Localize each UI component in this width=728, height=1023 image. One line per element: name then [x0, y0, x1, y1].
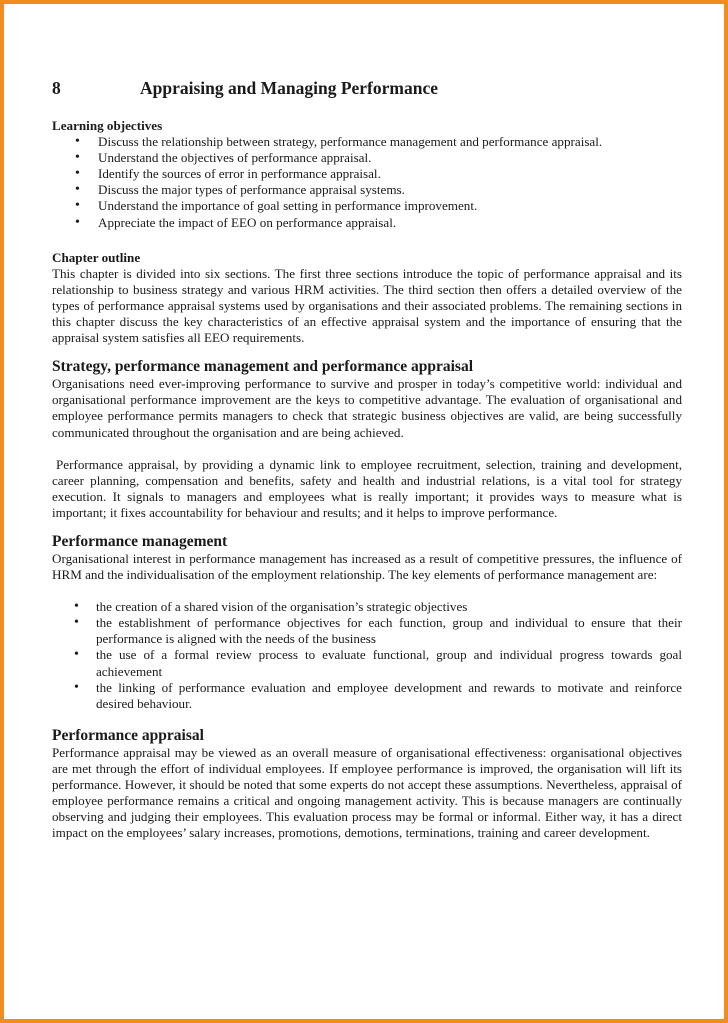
chapter-title: Appraising and Managing Performance	[140, 78, 438, 98]
chapter-outline-heading: Chapter outline	[52, 249, 141, 265]
strategy-paragraph-2: Performance appraisal, by providing a dynamic link to employee recruitment, selection, training and development, career planning, compensation and benefits, safety and health and industrial relations, is a vital tool for strategy execution. It signals to managers and employees what is really important; it provides ways to measure what is important; it fixes accountability for behaviour and results; and it helps to improve performance.	[52, 456, 682, 520]
paragraph-gap	[52, 441, 682, 457]
strategy-paragraph-1: Organisations need ever-improving performance to survive and prosper in today’s competitive world: individual and organisational performance improvement are the keys to competitive advantage. The evaluation of organisational and employee performance permits managers to check that strategic business objectives are valid, are being successfully communicated throughout the organisation and are being achieved.	[52, 376, 682, 440]
list-item: • Discuss the major types of performance appraisal systems.	[52, 182, 682, 198]
performance-management-intro: Organisational interest in performance management has increased as a result of competitive pressures, the influence of HRM and the individualisation of the employment relationship. The key elements of performance management are:	[52, 550, 682, 583]
list-item: • Appreciate the impact of EEO on performance appraisal.	[52, 215, 682, 231]
list-item: • Discuss the relationship between strategy, performance management and performance appraisal.	[52, 134, 682, 150]
performance-management-list	[52, 599, 682, 712]
list-item: • the establishment of performance objectives for each function, group and individual to ensure that their performance is aligned with the needs of the business	[52, 615, 682, 647]
chapter-outline-text: This chapter is divided into six sections. The first three sections introduce the topic of performance appraisal and its relationship to business strategy and various HRM activities. The third section then offers a detailed overview of the types of performance appraisal systems used by organisations and their associated problems. The remaining sections in this chapter discuss the key characteristics of an effective appraisal system and the importance of ensuring that the appraisal system satisfies all EEO requirements.	[52, 265, 682, 346]
list-item: • Identify the sources of error in performance appraisal.	[52, 166, 682, 182]
list-item: • Understand the objectives of performance appraisal.	[52, 150, 682, 166]
list-item: • the use of a formal review process to evaluate functional, group and individual progress towards goal achievement	[52, 647, 682, 679]
performance-management-heading: Performance management	[52, 532, 228, 550]
list-item: • the linking of performance evaluation and employee development and rewards to motivate and reinforce desired behaviour.	[52, 680, 682, 712]
performance-appraisal-text: Performance appraisal may be viewed as an overall measure of organisational effectiveness: organisational objectives are met through the effort of individual employees. If employee performance is improved, the organisation will lift its performance. However, it should be noted that some experts do not accept these assumptions. Nevertheless, appraisal of employee performance remains a critical and ongoing management activity. This is because managers are continually observing and judging their employees. This evaluation process may be formal or informal. Either way, it has a direct impact on the employees’ salary increases, promotions, demotions, terminations, training and career development.	[52, 744, 682, 841]
list-item: • Understand the importance of goal setting in performance improvement.	[52, 198, 682, 214]
list-item: • the creation of a shared vision of the organisation’s strategic objectives	[52, 599, 682, 615]
strategy-heading: Strategy, performance management and performance appraisal	[52, 358, 474, 376]
learning-objectives-list	[52, 134, 682, 231]
performance-appraisal-heading: Performance appraisal	[52, 726, 204, 744]
chapter-number: 8	[52, 78, 61, 98]
chapter-heading	[52, 77, 682, 99]
learning-objectives-heading: Learning objectives	[52, 118, 163, 133]
document-page	[52, 72, 682, 841]
